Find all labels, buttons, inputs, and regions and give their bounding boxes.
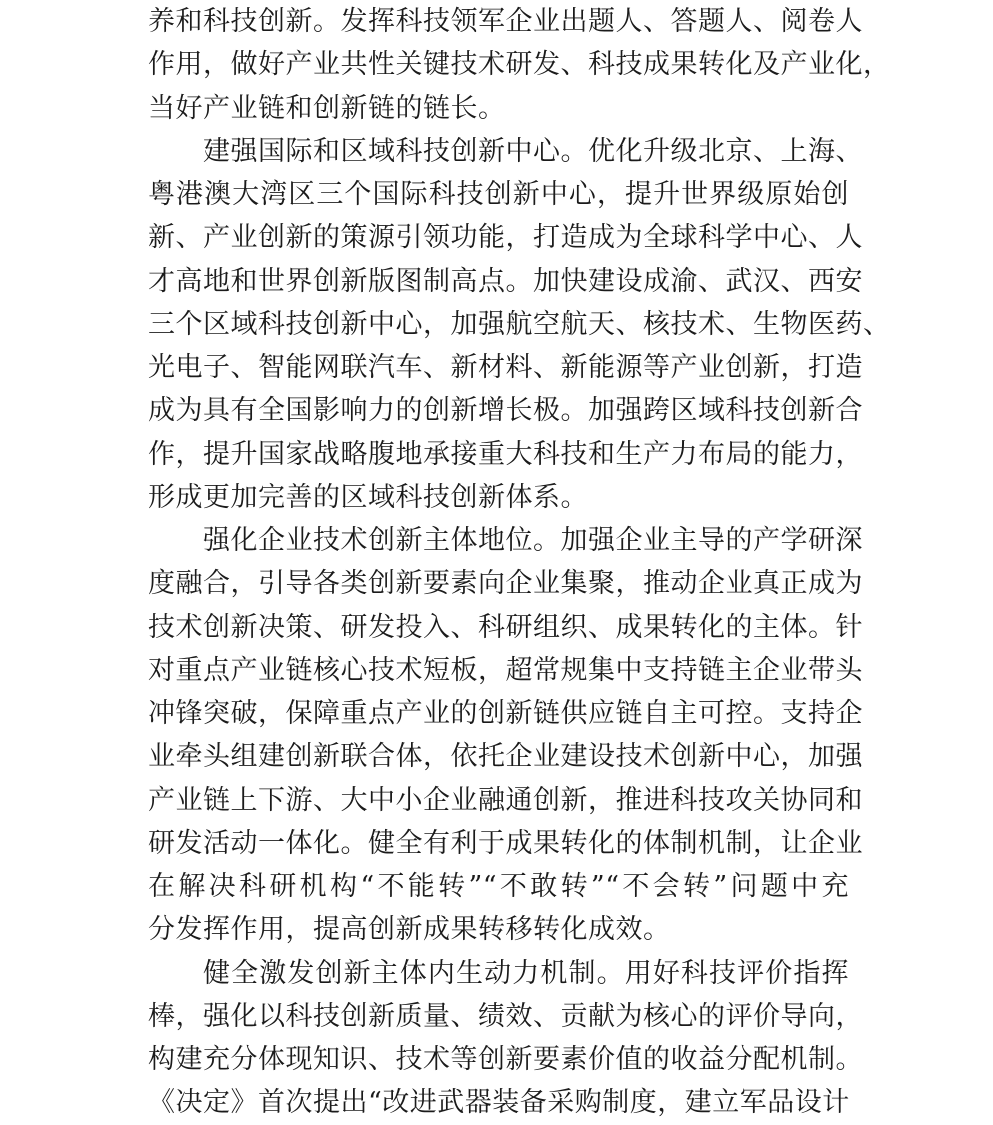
text-line: 研发活动一体化。健全有利于成果转化的体制机制，让企业 [148,827,863,859]
text-line: 分发挥作用，提高创新成果转移转化成效。 [148,914,671,946]
document-text-block [148,0,891,1125]
text-line: 粤港澳大湾区三个国际科技创新中心，提升世界级原始创 [148,179,849,210]
text-line: 构建充分体现知识、技术等创新要素价值的收益分配机制。 [148,1044,863,1075]
text-line: 养和科技创新。发挥科技领军企业出题人、答题人、阅卷人 [148,6,863,37]
text-line: 形成更加完善的区域科技创新体系。 [148,481,588,513]
text-line: 度融合，引导各类创新要素向企业集聚，推动企业真正成为 [148,568,863,600]
text-line: 才高地和世界创新版图制高点。加快建设成渝、武汉、西安 [148,265,863,297]
text-line: 当好产业链和创新链的链长。 [148,92,506,124]
text-line: 作用，做好产业共性关键技术研发、科技成果转化及产业化， [148,49,891,81]
text-line: 《决定》首次提出“改进武器装备采购制度，建立军品设计 [148,1087,850,1119]
text-line: 成为具有全国影响力的创新增长极。加强跨区域科技创新合 [148,395,863,427]
text-line: 建强国际和区域科技创新中心。优化升级北京、上海、 [203,135,863,167]
text-line: 技术创新决策、研发投入、科研组织、成果转化的主体。针 [148,611,863,643]
text-line: 棒，强化以科技创新质量、绩效、贡献为核心的评价导向， [148,1000,863,1032]
text-line: 三个区域科技创新中心，加强航空航天、核技术、生物医药、 [148,308,891,340]
text-line: 强化企业技术创新主体地位。加强企业主导的产学研深 [203,525,863,556]
text-line: 健全激发创新主体内生动力机制。用好科技评价指挥 [203,957,849,989]
text-line: 对重点产业链核心技术短板，超常规集中支持链主企业带头 [148,654,863,686]
text-line: 产业链上下游、大中小企业融通创新，推进科技攻关协同和 [148,784,863,816]
text-line: 新、产业创新的策源引领功能，打造成为全球科学中心、人 [148,222,863,254]
text-line: 业牵头组建创新联合体，依托企业建设技术创新中心，加强 [148,741,863,773]
text-line: 光电子、智能网联汽车、新材料、新能源等产业创新，打造 [148,352,863,383]
text-line: 作，提升国家战略腹地承接重大科技和生产力布局的能力， [148,438,863,470]
text-line: 冲锋突破，保障重点产业的创新链供应链自主可控。支持企 [148,698,863,729]
text-line: 在解决科研机构“不能转”“不敢转”“不会转”问题中充 [148,871,849,902]
